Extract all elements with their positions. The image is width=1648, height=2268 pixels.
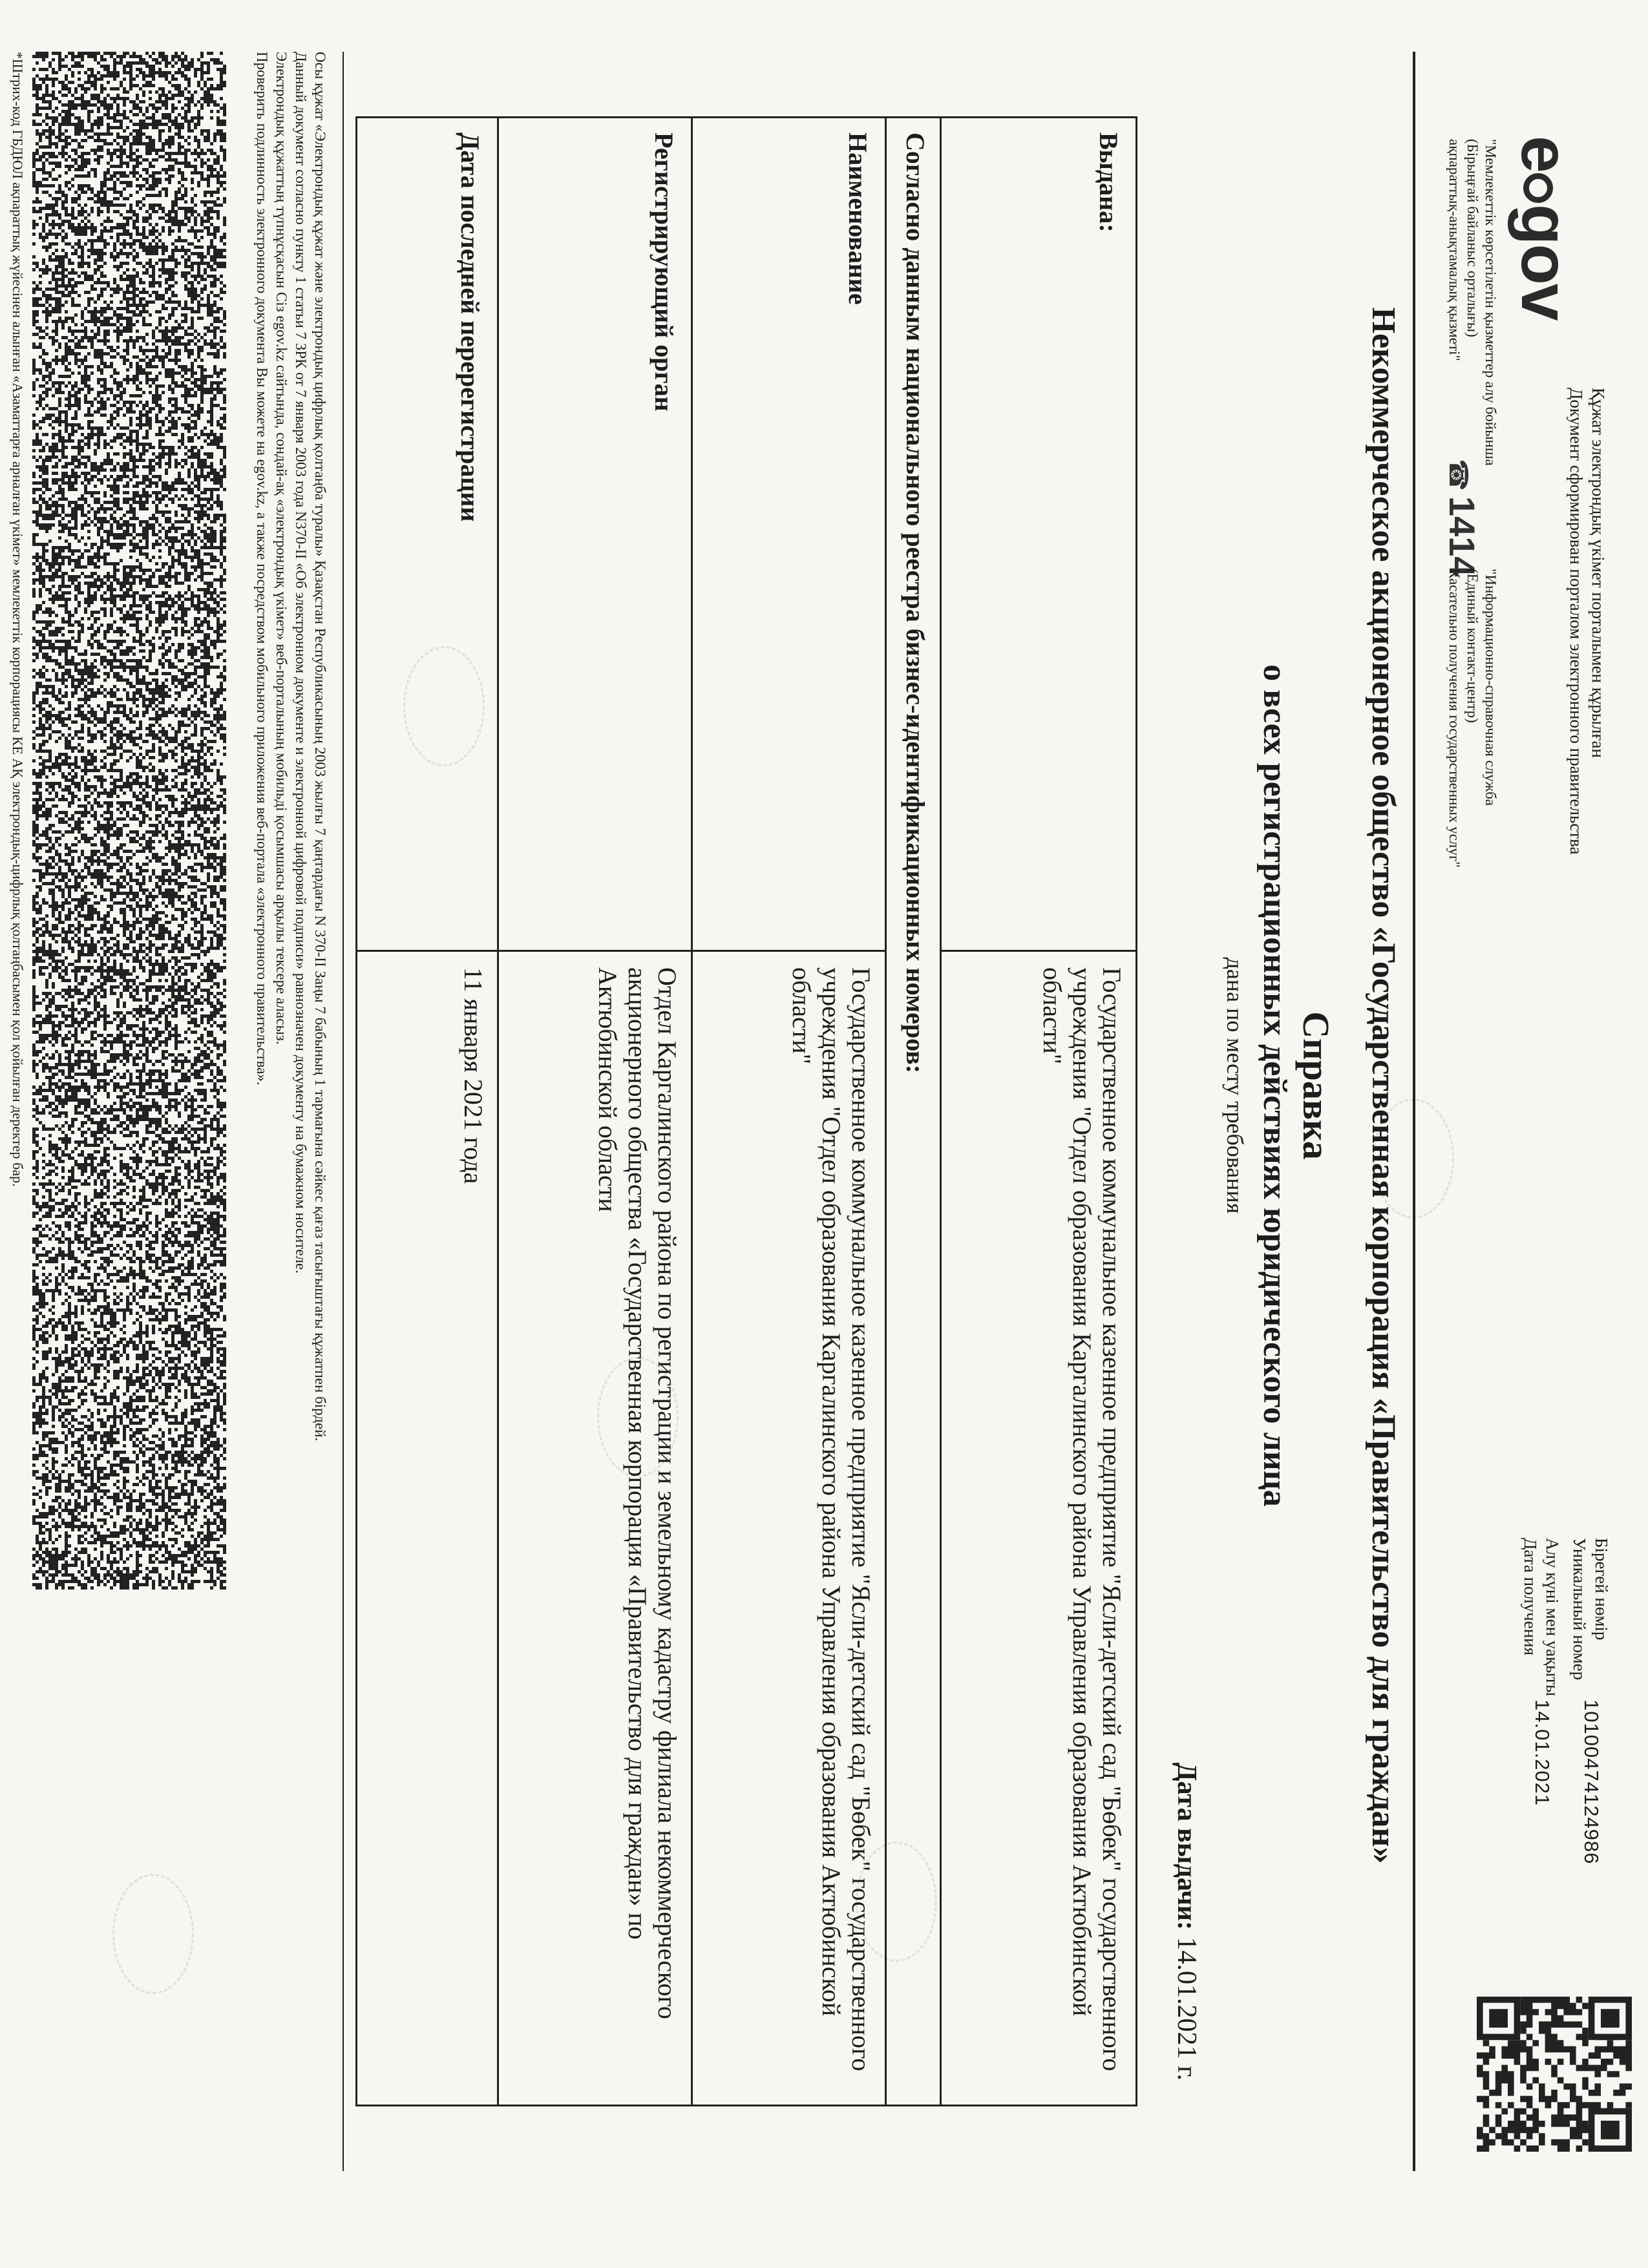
document-title: Справка — [1295, 1011, 1337, 1160]
table-row — [499, 118, 693, 2105]
issue-date-value: 14.01.2021 г. — [1172, 1937, 1201, 2081]
organization-title: Некоммерческое акционерное общество «Государственная корпорация «Правительство для граждан» — [1365, 307, 1402, 1864]
egov-logo: egov — [1507, 136, 1582, 320]
unique-number-label-ru: Уникальный номер — [1570, 1538, 1589, 1681]
service-caption-ru — [1445, 569, 1499, 969]
service-ru-line: "Информационно-справочная служба — [1483, 569, 1499, 806]
footer-divider — [343, 52, 344, 2171]
last-rereg-label: Дата последней перерегистрации — [357, 118, 497, 952]
name-label: Наименование — [693, 118, 885, 952]
portal-caption-ru: Документ сформирован порталом электронного правительства — [1567, 388, 1586, 855]
document-subtitle: о всех регистрационных действиях юридического лица — [1256, 664, 1293, 1507]
phone-icon: ☎ — [1444, 459, 1472, 491]
portal-caption — [1565, 388, 1609, 918]
document-note: дана по месту требования — [1222, 957, 1248, 1214]
service-ru-line: (Единый контакт-центр) — [1464, 569, 1481, 723]
header-qr-code — [1477, 1997, 1632, 2152]
service-kz-line: ақпараттық-анықтамалық қызметі" — [1446, 139, 1463, 361]
authority-value: Отдел Каргалинского района по регистрации и земельному кадастру филиала некоммерческого акционерного общества «Государственная корпорация «Правительство для граждан» по Актюбинской области — [593, 967, 682, 2019]
footer-line: Проверить подлинность электронного документа Вы можете на egov.kz, а также посредством мобильного приложения веб-портала «электронного правительства». — [254, 52, 270, 1086]
registry-heading: Согласно данным национального реестра бизнес-идентификационных номеров: — [901, 132, 930, 1074]
received-date: 14.01.2021 — [1531, 1699, 1554, 1807]
service-kz-line: (Бірыңғай байланыс орталығы) — [1464, 139, 1481, 337]
service-caption-kz — [1445, 139, 1499, 475]
header-divider — [1413, 52, 1415, 2171]
contact-center-number — [1441, 459, 1483, 576]
table-row — [942, 118, 1136, 2105]
table-row — [357, 118, 499, 2105]
table-row — [693, 118, 887, 2105]
document-meta — [1519, 1538, 1612, 2042]
document-2d-barcode — [32, 52, 226, 1590]
table-row — [887, 118, 942, 2105]
registration-table — [355, 116, 1137, 2106]
footer-line: Данный документ согласно пункту 1 статьи 7 ЗРК от 7 января 2003 года N370-II «Об электронном документе и электронной цифровой подписи» равнозначен документу на бумажном носителе. — [293, 52, 309, 1274]
issued-label: Выдана: — [942, 118, 1136, 952]
issued-value: Государственное коммунальное казенное предприятие "Ясли-детский сад "Бөбек" государственного учреждения "Отдел образования Каргалинского района Управления образования Актюбинской области" — [1038, 967, 1126, 2072]
footer-line: Осы құжат «Электрондық құжат және электрондық цифрлық қолтаңба туралы» Қазақстан Республикасының 2003 жылғы 7 қаңтардағы N 370-II Заңы 7 бабының 1 тармағына сәйкес қағаз тасығыштағы құжатпен бірдей. — [312, 52, 328, 1442]
portal-caption-kz: Құжат электрондық үкімет порталымен құрылған — [1589, 388, 1608, 758]
last-rereg-value: 11 января 2021 года — [459, 967, 488, 1184]
service-kz-line: "Мемлекеттік көрсетілетін қызметтер алу бойынша — [1483, 139, 1499, 466]
issue-date — [1171, 1628, 1202, 2081]
unique-number-label-kz: Бірегей нөмір — [1592, 1538, 1611, 1641]
unique-number: 10100474124986 — [1580, 1699, 1603, 1865]
footer-line: Электрондық құжаттың түпнұсқасын Сіз egov.kz сайтында, сондай-ақ «электрондық үкімет» веб-порталының мобильді қосымшасы арқылы тексере аласыз. — [273, 52, 290, 1045]
watermark-ornament — [112, 1874, 194, 1994]
barcode-note: *Штрих-код ГБДЮЛ ақпараттық жүйесінен алынған «Азаматтарға арналған үкімет» мемлекеттік корпорациясы КЕ АҚ электрондық-цифрлық қолтаңбасымен қол қойылған деректер бар. — [10, 52, 26, 1187]
received-label-ru: Дата получения — [1521, 1538, 1540, 1656]
footer-legal-text — [252, 52, 330, 1990]
service-number: 1414 — [1442, 496, 1483, 577]
received-label-kz: Алу күні мен уақыты — [1543, 1538, 1562, 1697]
authority-label: Регистрирующий орган — [499, 118, 691, 952]
service-ru-line: Касательно получения государственных услуг" — [1446, 569, 1463, 868]
issue-date-label: Дата выдачи: — [1172, 1762, 1201, 1930]
name-value: Государственное коммунальное казенное предприятие "Ясли-детский сад "Бөбек" государственного учреждения "Отдел образования Каргалинского района Управления образования Актюбинской области" — [787, 967, 876, 2072]
